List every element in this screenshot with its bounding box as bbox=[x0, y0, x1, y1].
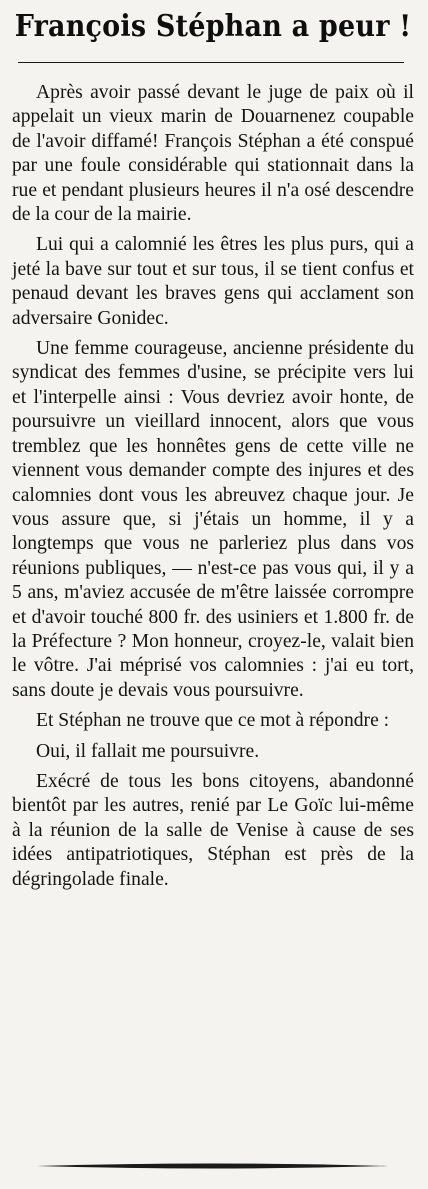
headline: François Stéphan a peur ! bbox=[14, 9, 412, 44]
paragraph-4: Et Stéphan ne trouve que ce mot à répondre : bbox=[36, 710, 390, 732]
headline-divider bbox=[18, 62, 404, 63]
paragraph-3: Une femme courageuse, ancienne présidente du syndicat des femmes d'usine, se précipite vers lui et l'interpelle ainsi : Vous devriez avoir honte, de poursuivre un vieillard innocent, alors que vous tremblez que les honnêtes gens de cette ville ne viennent vous demander compte des injures et des calomnies dont vous les abreuvez chaque jour. Je vous assure que, si j'étais un homme, il y a longtemps que vous ne parleriez plus dans vos réunions publiques, — n'est-ce pas vous qui, il y a 5 ans, m'aviez accusée de m'être laissée corrompre et d'avoir touché 800 fr. des usiniers et 1.800 fr. de la Préfecture ? Mon honneur, croyez-le, valait bien le vôtre. J'ai méprisé vos calomnies : j'ai eu tort, sans doute je devais vous poursuivre. bbox=[12, 338, 414, 701]
paragraph-2: Lui qui a calomnié les êtres les plus purs, qui a jeté la bave sur tout et sur tous, il se tient confus et penaud devant les braves gens qui acclament son adversaire Gonidec. bbox=[12, 234, 414, 329]
article-body bbox=[12, 81, 414, 892]
end-ornament-rule bbox=[36, 1162, 388, 1170]
paragraph-5: Oui, il fallait me poursuivre. bbox=[36, 740, 260, 762]
paragraph-6: Exécré de tous les bons citoyens, abandonné bientôt par les autres, renié par Le Goïc lui-même à la réunion de la salle de Venise à cause de ses idées antipatriotiques, Stéphan est près de la dégringolade finale. bbox=[12, 770, 414, 890]
paragraph-1: Après avoir passé devant le juge de paix où il appelait un vieux marin de Douarnenez coupable de l'avoir diffamé! François Stéphan a été conspué par une foule considérable qui stationnait dans la rue et pendant plusieurs heures il n'a osé descendre de la cour de la mairie. bbox=[12, 82, 414, 226]
